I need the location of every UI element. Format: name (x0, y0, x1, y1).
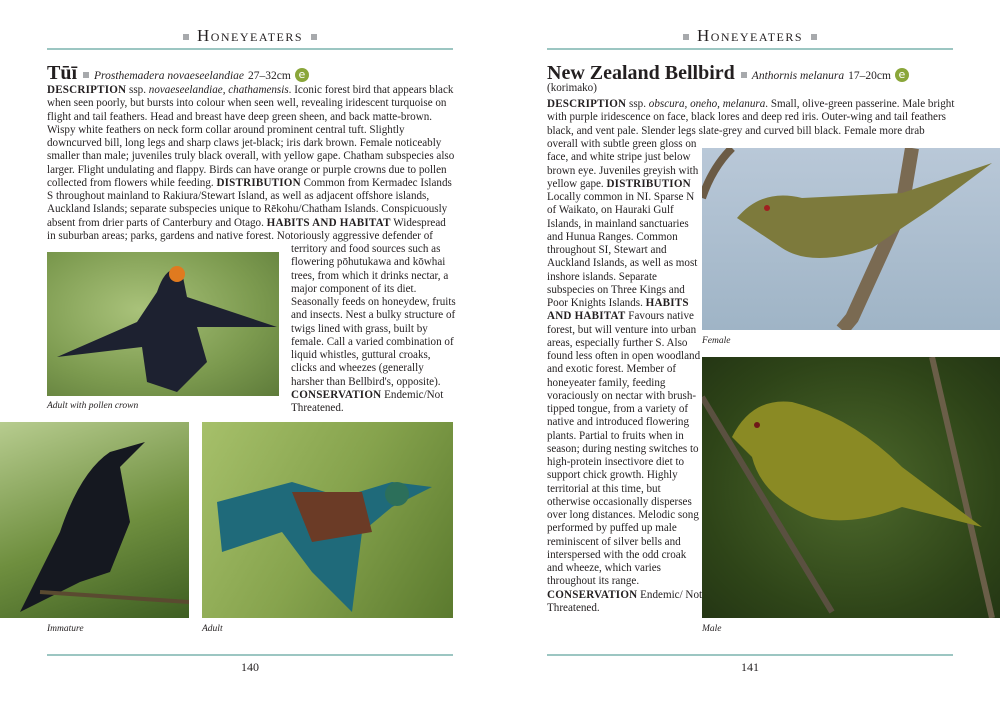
label-description: DESCRIPTION (47, 84, 127, 96)
text: ssp. (626, 98, 649, 110)
species-title (47, 62, 309, 85)
text: . Iconic forest bird that appears black when seen poorly, but bursts into colour when seen well, revealing iridescent turquoise on flight and tail feathers. Head and breast have deep green sheen, and back matte-brown. Wispy white feathers on neck form collar around prominent central tuft. Slightly downcurved bill, long legs and sharp claws jet-black; iris dark brown. Female noticeably smaller than male; juveniles truly black overall, with yellow gape. Chatham subspecies also larger. Flight undulating and flappy. Birds can have orange or purple crowns due to pollen collected from flowers while feeding. (47, 84, 455, 189)
label-conservation: CONSERVATION (547, 588, 638, 601)
species-title (547, 62, 909, 85)
subspecies: obscura, oneho, melanura (648, 98, 766, 110)
page-number: 141 (741, 660, 759, 674)
running-head-text: Honeyeaters (196, 26, 304, 45)
length: 27–32cm (248, 70, 291, 82)
text: ssp. (126, 84, 149, 96)
running-head (547, 26, 953, 46)
photo-tui-pollen-crown (47, 252, 279, 396)
photo-tui-adult (202, 422, 453, 618)
label-habits: HABITS AND HABITAT (266, 216, 391, 229)
species-text-top (547, 98, 955, 138)
caption: Adult with pollen crown (47, 401, 139, 411)
text: overall with subtle green gloss on face, and white stripe just below brown eye. Juveniles greyish with yellow gape. (547, 138, 699, 190)
caption: Immature (47, 624, 84, 634)
text: Widespread in suburban areas; parks, gardens and native forest. Notoriously aggressive defender of (47, 216, 446, 242)
label-habits: HABITS AND HABITAT (547, 297, 689, 323)
header-rule (47, 48, 453, 50)
square-marker-icon (311, 34, 317, 40)
length: 17–20cm (848, 70, 891, 82)
species-name: Tūī (47, 62, 78, 84)
scientific-name: Prosthemadera novaeseelandiae (94, 70, 245, 82)
label-distribution: DISTRIBUTION (216, 176, 301, 189)
text: . Small, olive-green passerine. Male bright with purple iridescence on face, black lores and deep red iris. Outer-wing and tail feathers black, and vent pale. Slender legs slate-grey and curved bill black. Female more drab (547, 98, 955, 137)
text: territory and food sources such as flowering pōhutukawa and kōwhai trees, from which it drinks nectar, a major component of its diet. Seasonally feeds on honeydew, fruits and insects. Nest a bulky structure of twigs lined with grass, built by female. Call a varied combination of liquid whistles, guttural croaks, clicks and wheezes (generally harsher than Bellbird's, opposite). (291, 243, 456, 388)
photo-tui-immature (0, 422, 189, 618)
label-conservation: CONSERVATION (291, 388, 382, 401)
label-distribution: DISTRIBUTION (606, 177, 691, 190)
footer-rule (47, 654, 453, 656)
bird-silhouette-icon (702, 357, 1000, 618)
text: Locally common in NI. Sparse N of Waikato, on Hauraki Gulf Islands, in mainland sanctuaries and Hunua Ranges. Common throughout SI, Stewart and Auckland Islands, as well as most inshore islands. Separate subspecies on Three Kings and Poor Knights Islands. (547, 191, 698, 309)
species-text-side (291, 243, 457, 415)
square-marker-icon (741, 72, 747, 78)
text: Endemic/ Not Threatened. (547, 588, 703, 614)
square-marker-icon (683, 34, 689, 40)
text: Common from Kermadec Islands S throughout mainland to Rakiura/Stewart Island, as well as adjacent offshore islands, Auckland Islands; separate subspecies unique to Rēkohu/Chatham Islands. Conspicuously absent from drier parts of Canterbury and Otago. (47, 176, 452, 229)
photo-bellbird-female (702, 148, 1000, 330)
species-name: New Zealand Bellbird (547, 62, 735, 84)
bird-silhouette-icon (47, 252, 279, 396)
running-head (47, 26, 453, 46)
caption: Adult (202, 624, 223, 634)
bird-silhouette-icon (202, 422, 453, 618)
species-text-top (47, 84, 455, 243)
caption: Female (702, 336, 731, 346)
right-page (500, 0, 1000, 703)
scientific-name: Anthornis melanura (751, 70, 845, 82)
subspecies: novaeseelandiae, chathamensis (148, 84, 289, 96)
square-marker-icon (811, 34, 817, 40)
square-marker-icon (183, 34, 189, 40)
running-head-text: Honeyeaters (696, 26, 804, 45)
species-text-side (547, 138, 705, 615)
text: Favours native forest, but will venture into urban areas, especially further S. Also found less often in open woodland and exotic forest. Member of honeyeater family, feeding voraciously on nectar with brush-tipped tongue, from a variety of native and introduced flowering plants. Partial to fruits when in season; during nesting switches to high-protein insectivore diet to support chick growth. Highly territorial at this time, but otherwise occasionally disperses over long distances. Melodic song performed by puffed up male reminiscent of silver bells and interspersed with the odd croak and wheeze, which varies throughout its range. (547, 310, 701, 588)
footer-rule (547, 654, 953, 656)
label-description: DESCRIPTION (547, 98, 627, 110)
header-rule (547, 48, 953, 50)
text: Endemic/Not Threatened. (291, 388, 444, 414)
bird-silhouette-icon (702, 148, 1000, 330)
maori-name: (korimako) (547, 82, 597, 94)
caption: Male (702, 624, 722, 634)
square-marker-icon (83, 72, 89, 78)
photo-bellbird-male (702, 357, 1000, 618)
bird-silhouette-icon (0, 422, 189, 618)
page-number: 140 (241, 660, 259, 674)
endemic-badge-icon: e (895, 68, 909, 82)
endemic-badge-icon: e (295, 68, 309, 82)
